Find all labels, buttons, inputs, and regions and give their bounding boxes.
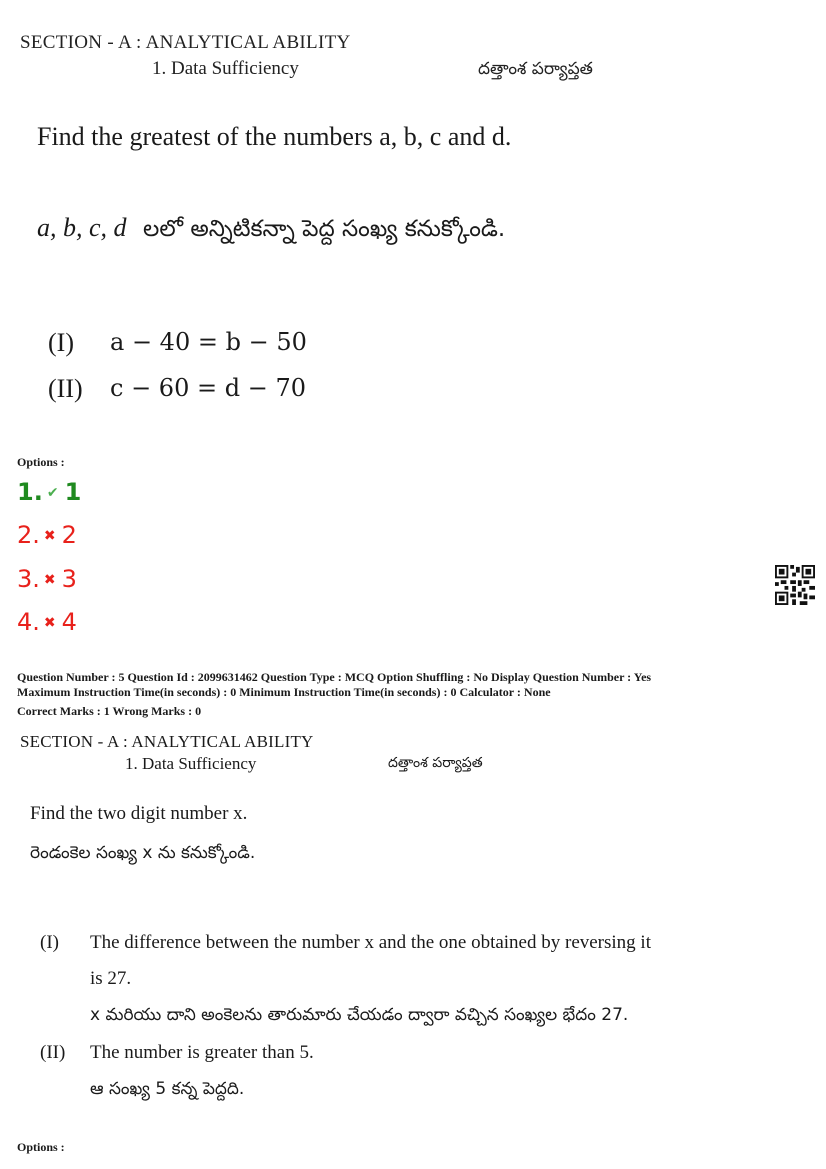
- option-1[interactable]: [17, 478, 81, 506]
- q2-statement-1-line-2: is 27.: [90, 968, 132, 989]
- option-3[interactable]: [17, 565, 77, 593]
- option-1-value: 1: [64, 478, 82, 506]
- option-4-value: 4: [61, 608, 77, 636]
- question-meta-line-1: Question Number : 5 Question Id : 2099631462 Question Type : MCQ Option Shuffling : No Display Question Number : Yes: [17, 670, 652, 684]
- qr-code-icon: [775, 565, 815, 605]
- topic-title-telugu-2: దత్తాంశ పర్యాప్తత: [388, 755, 483, 771]
- option-3-number: 3.: [17, 565, 40, 593]
- q2-statement-2-label: (II): [40, 1042, 66, 1063]
- question-text-en: Find the greatest of the numbers a, b, c and d.: [37, 122, 512, 151]
- option-4-number: 4.: [17, 608, 40, 636]
- q2-statement-2-line-1: The number is greater than 5.: [90, 1042, 314, 1063]
- question-2-text-te: రెండంకెల సంఖ్య x ను కనుక్కోండి.: [30, 843, 256, 863]
- option-2-number: 2.: [17, 521, 40, 549]
- section-title-2: SECTION - A : ANALYTICAL ABILITY: [20, 732, 314, 751]
- question-meta-line-2: Maximum Instruction Time(in seconds) : 0 Minimum Instruction Time(in seconds) : 0 Calculator : None: [17, 685, 551, 699]
- question-meta-line-3: Correct Marks : 1 Wrong Marks : 0: [17, 704, 202, 718]
- option-1-number: 1.: [17, 478, 43, 506]
- statement-1-label: (I): [48, 328, 74, 357]
- cross-icon: ✖: [43, 528, 56, 544]
- option-4[interactable]: [17, 608, 77, 636]
- q2-statement-1-line-1: The difference between the number x and the one obtained by reversing it: [90, 932, 651, 953]
- section-title: SECTION - A : ANALYTICAL ABILITY: [20, 32, 351, 53]
- question-vars: a, b, c, d: [37, 213, 127, 242]
- options-label: Options :: [17, 455, 65, 469]
- question-2-text-en: Find the two digit number x.: [30, 803, 248, 824]
- option-3-value: 3: [61, 565, 77, 593]
- question-text: [37, 122, 511, 152]
- statement-2-equation: c − 60 = d − 70: [110, 374, 306, 402]
- q2-statement-2-telugu: ఆ సంఖ్య 5 కన్న పెద్దది.: [90, 1079, 245, 1099]
- question-te: లలో అన్నిటికన్నా పెద్ద సంఖ్య కనుక్కోండి.: [143, 216, 506, 242]
- options-label-2: Options :: [17, 1140, 65, 1154]
- question-text-telugu: [37, 213, 505, 248]
- q2-statement-1-label: (I): [40, 932, 59, 953]
- check-icon: ✔: [46, 485, 59, 501]
- cross-icon: ✖: [43, 615, 56, 631]
- topic-title: 1. Data Sufficiency: [152, 58, 299, 79]
- topic-title-2: 1. Data Sufficiency: [125, 754, 257, 773]
- option-2-value: 2: [61, 521, 77, 549]
- option-2[interactable]: [17, 521, 77, 549]
- topic-title-telugu: దత్తాంశ పర్యాప్తత: [478, 59, 593, 79]
- statement-2-label: (II): [48, 374, 83, 403]
- statement-1-equation: a − 40 = b − 50: [110, 328, 307, 356]
- cross-icon: ✖: [43, 572, 56, 588]
- q2-statement-1-telugu: x మరియు దాని అంకెలను తారుమారు చేయడం ద్వారా వచ్చిన సంఖ్యల భేదం 27.: [90, 1005, 629, 1025]
